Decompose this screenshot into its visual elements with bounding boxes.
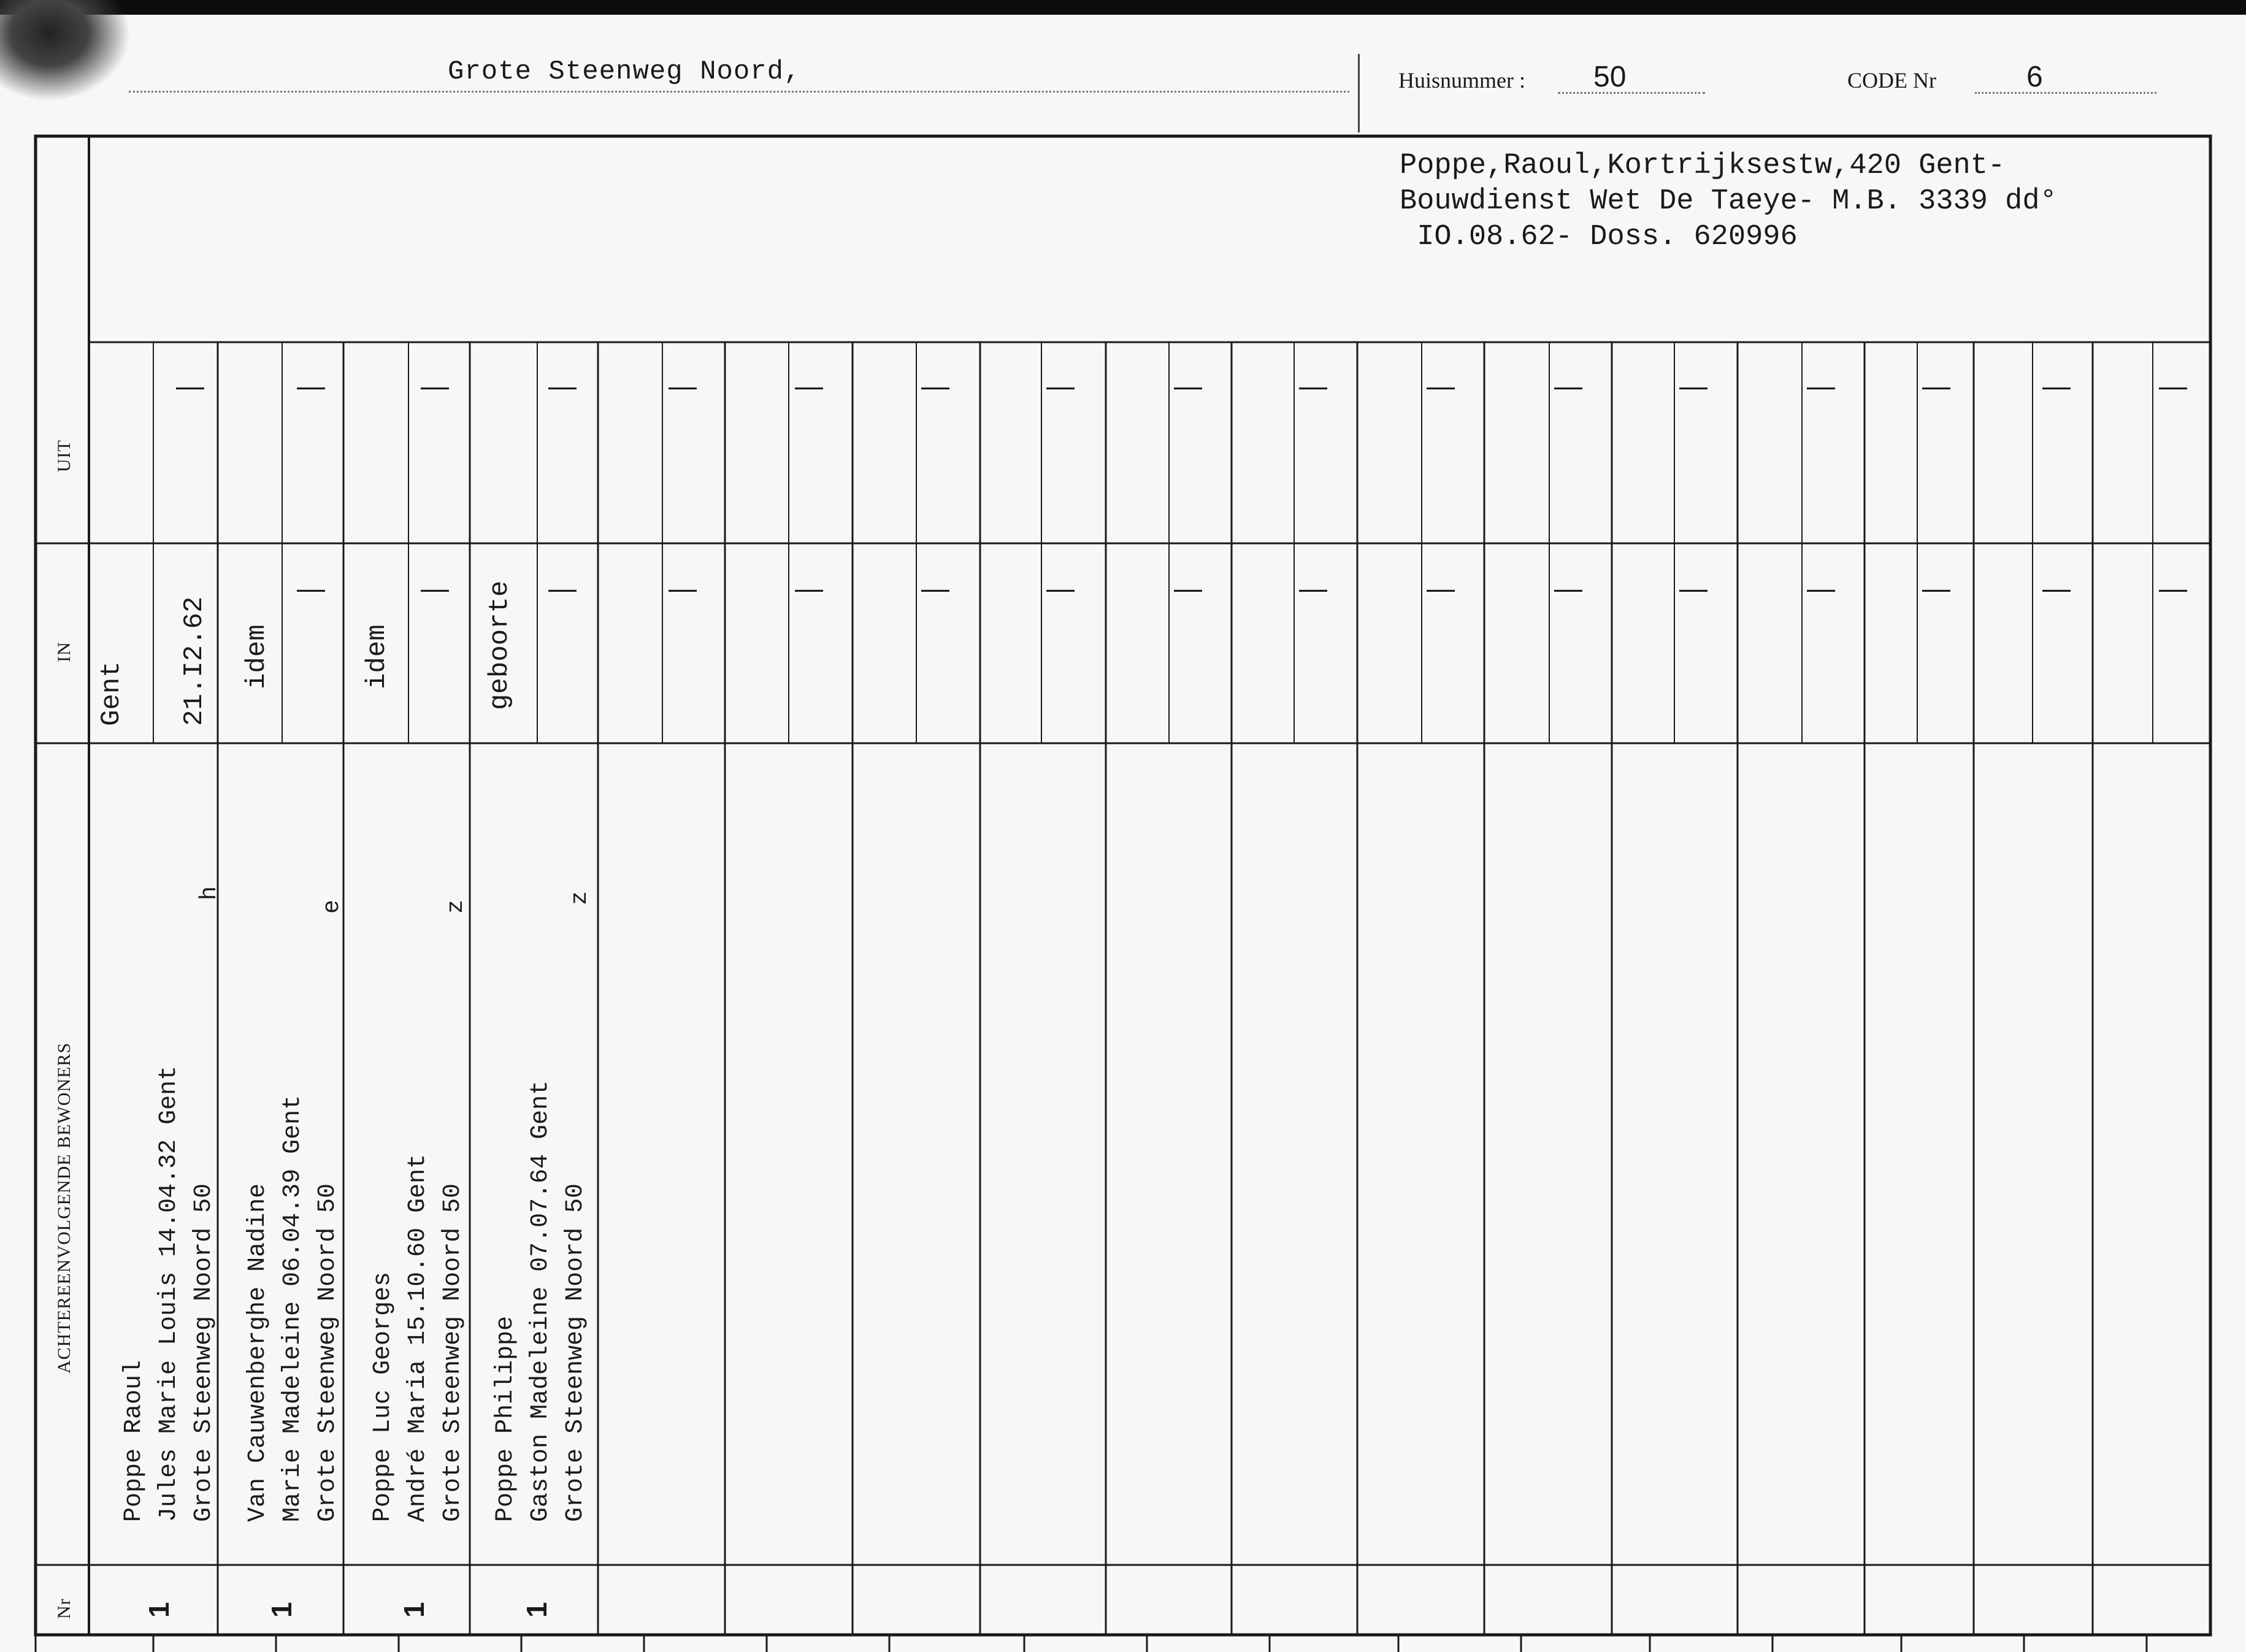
empty-cell-dash: — — [2042, 572, 2071, 604]
huisnummer-label: Huisnummer : — [1398, 68, 1525, 93]
empty-cell-dash: — — [2042, 370, 2071, 402]
entry-4-in-place: geboorte — [485, 580, 515, 710]
entry-3-in-dash: — — [421, 572, 449, 604]
empty-cell-dash: — — [1174, 572, 1202, 604]
empty-cell-dash: — — [1679, 370, 1707, 402]
remarks-line-3: IO.08.62- Doss. 620996 — [1400, 221, 1798, 253]
entry-4-in-dash: — — [548, 572, 577, 604]
empty-cell-dash: — — [1554, 370, 1582, 402]
entry-2-name-line-3: Grote Steenweg Noord 50 — [314, 1183, 342, 1522]
empty-cell-dash: — — [1174, 370, 1202, 402]
empty-cell-dash: — — [669, 572, 697, 604]
bewoners-label: ACHTEREENVOLGENDE BEWONERS — [54, 1042, 74, 1374]
entry-2-name-line-2: Marie Madeleine 06.04.39 Gent — [279, 1095, 307, 1522]
code-value: 6 — [2026, 61, 2043, 93]
nr-label: Nr — [54, 1598, 74, 1619]
entry-2-name-line-1: Van Cauwenberghe Nadine — [244, 1183, 272, 1522]
empty-cell-dash: — — [795, 370, 823, 402]
empty-cell-dash: — — [795, 572, 823, 604]
code-label: CODE Nr — [1847, 68, 1936, 93]
entry-1-in-place: Gent — [96, 661, 127, 726]
empty-cell-dash: — — [1046, 370, 1075, 402]
remarks-line-1: Poppe,Raoul,Kortrijksestw,420 Gent- — [1400, 150, 2006, 182]
entry-1-name-line-2: Jules Marie Louis 14.04.32 Gent — [155, 1065, 183, 1522]
entry-3-name-line-1: Poppe Luc Georges — [369, 1271, 397, 1522]
entry-1-name-line-1: Poppe Raoul — [120, 1359, 148, 1522]
entry-4-name-line-1: Poppe Philippe — [492, 1315, 519, 1522]
empty-cell-dash: — — [2159, 572, 2187, 604]
empty-cell-dash: — — [921, 370, 949, 402]
empty-cell-dash: — — [1299, 370, 1327, 402]
entry-1-in-date: 21.I2.62 — [179, 596, 210, 726]
empty-cell-dash: — — [1679, 572, 1707, 604]
entry-4-mark: z — [567, 891, 593, 905]
empty-cell-dash: — — [669, 370, 697, 402]
bottom-ticks — [36, 1635, 2147, 1652]
street-name: Grote Steenweg Noord, — [448, 56, 801, 87]
empty-cell-dash: — — [1427, 572, 1455, 604]
entry-4-nr: 1 — [521, 1602, 553, 1618]
remarks-line-2: Bouwdienst Wet De Taeye- M.B. 3339 dd° — [1400, 185, 2057, 218]
entry-3-mark: z — [443, 900, 469, 914]
empty-cell-dash: — — [1427, 370, 1455, 402]
entry-3-uit-dash: — — [421, 370, 449, 402]
entry-2-mark: e — [319, 900, 345, 914]
entry-2-in-dash: — — [297, 572, 325, 604]
entry-1-uit-dash: — — [176, 370, 204, 402]
empty-cell-dash: — — [1922, 572, 1950, 604]
entry-3-nr: 1 — [398, 1602, 430, 1618]
empty-cell-dash: — — [921, 572, 949, 604]
entry-4-name-line-3: Grote Steenweg Noord 50 — [562, 1183, 589, 1522]
entry-4-name-line-2: Gaston Madeleine 07.07.64 Gent — [527, 1080, 554, 1522]
empty-cell-dash: — — [1807, 572, 1835, 604]
empty-cell-dash: — — [1554, 572, 1582, 604]
entry-4-uit-dash: — — [548, 370, 577, 402]
entry-2-nr: 1 — [266, 1602, 297, 1618]
entry-1-nr: 1 — [143, 1602, 175, 1618]
uit-label: UIT — [54, 440, 74, 472]
in-label: IN — [54, 641, 74, 662]
entry-3-name-line-3: Grote Steenweg Noord 50 — [439, 1183, 467, 1522]
empty-cell-dash: — — [1807, 370, 1835, 402]
entry-2-uit-dash: — — [297, 370, 325, 402]
entry-3-in-place: idem — [362, 624, 393, 689]
empty-cell-dash: — — [1299, 572, 1327, 604]
huisnummer-value: 50 — [1593, 61, 1627, 93]
empty-cell-dash: — — [1046, 572, 1075, 604]
entry-2-in-place: idem — [242, 624, 272, 689]
table-outer-border — [36, 136, 2210, 1635]
entry-1-mark: h — [196, 886, 223, 900]
entry-1-name-line-3: Grote Steenweg Noord 50 — [190, 1183, 218, 1522]
empty-cell-dash: — — [2159, 370, 2187, 402]
entry-3-name-line-2: André Maria 15.10.60 Gent — [404, 1153, 432, 1522]
empty-cell-dash: — — [1922, 370, 1950, 402]
